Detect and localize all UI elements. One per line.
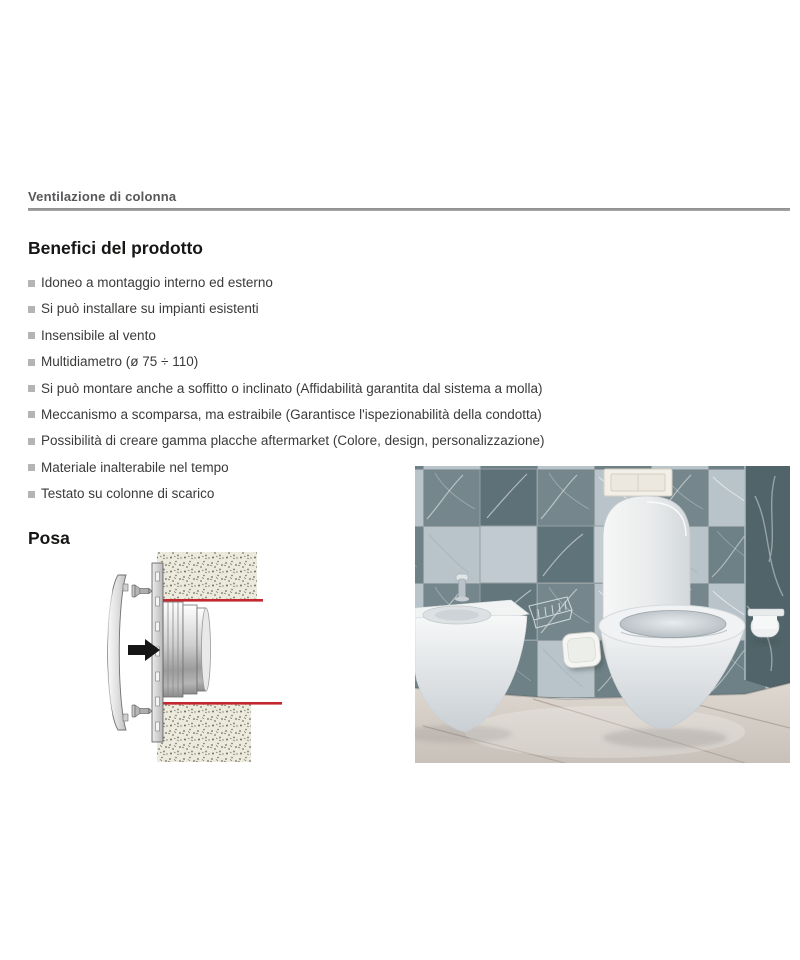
benefit-text: Insensibile al vento: [41, 327, 156, 343]
benefit-item: [28, 434, 628, 448]
bullet-square-icon: [28, 332, 35, 339]
bullet-square-icon: [28, 411, 35, 418]
benefit-text: Si può installare su impianti esistenti: [41, 301, 259, 317]
bullet-square-icon: [28, 280, 35, 287]
benefit-item: [28, 408, 628, 422]
benefit-text: Multidiametro (ø 75 ÷ 110): [41, 354, 199, 370]
benefit-text: Si può montare anche a soffitto o inclinato (Affidabilità garantita dal sistema a molla): [41, 380, 543, 396]
benefit-item: [28, 302, 628, 316]
benefit-item: [28, 276, 628, 290]
right-wall: [745, 466, 790, 694]
benefit-text: Meccanismo a scomparsa, ma estraibile (Garantisce l'ispezionabilità della condotta): [41, 406, 542, 422]
duct-edge-line-bottom: [157, 702, 282, 705]
benefit-item: [28, 355, 628, 369]
fixing-screw-top-icon: [132, 585, 152, 597]
bullet-square-icon: [28, 438, 35, 445]
duct-adapter: [163, 602, 211, 697]
benefit-item: [28, 382, 628, 396]
section-divider: [28, 208, 790, 211]
bullet-square-icon: [28, 464, 35, 471]
duct-edge-line-top: [157, 599, 263, 602]
bullet-square-icon: [28, 385, 35, 392]
benefit-text: Idoneo a montaggio interno ed esterno: [41, 275, 273, 290]
benefit-text: Possibilità di creare gamma placche aftermarket (Colore, design, personalizzazione): [41, 433, 545, 449]
benefit-text: Testato su colonne di scarico: [41, 486, 215, 502]
installation-diagram: [95, 548, 287, 766]
section-header-title: Ventilazione di colonna: [28, 189, 177, 204]
bullet-square-icon: [28, 491, 35, 498]
bullet-square-icon: [28, 306, 35, 313]
wall-cross-section-bottom: [157, 703, 251, 762]
installation-title: Posa: [28, 528, 70, 548]
cover-plate: [107, 575, 128, 730]
benefit-text: Materiale inalterabile nel tempo: [41, 459, 229, 475]
ventilation-plate: [562, 631, 605, 672]
benefit-item: [28, 329, 628, 343]
benefits-title: Benefici del prodotto: [28, 238, 203, 258]
bullet-square-icon: [28, 359, 35, 366]
flush-plate: [604, 469, 672, 496]
product-context-photo: [415, 466, 790, 763]
fixing-screw-bottom-icon: [132, 705, 152, 717]
wall-cross-section-top: [157, 552, 257, 600]
